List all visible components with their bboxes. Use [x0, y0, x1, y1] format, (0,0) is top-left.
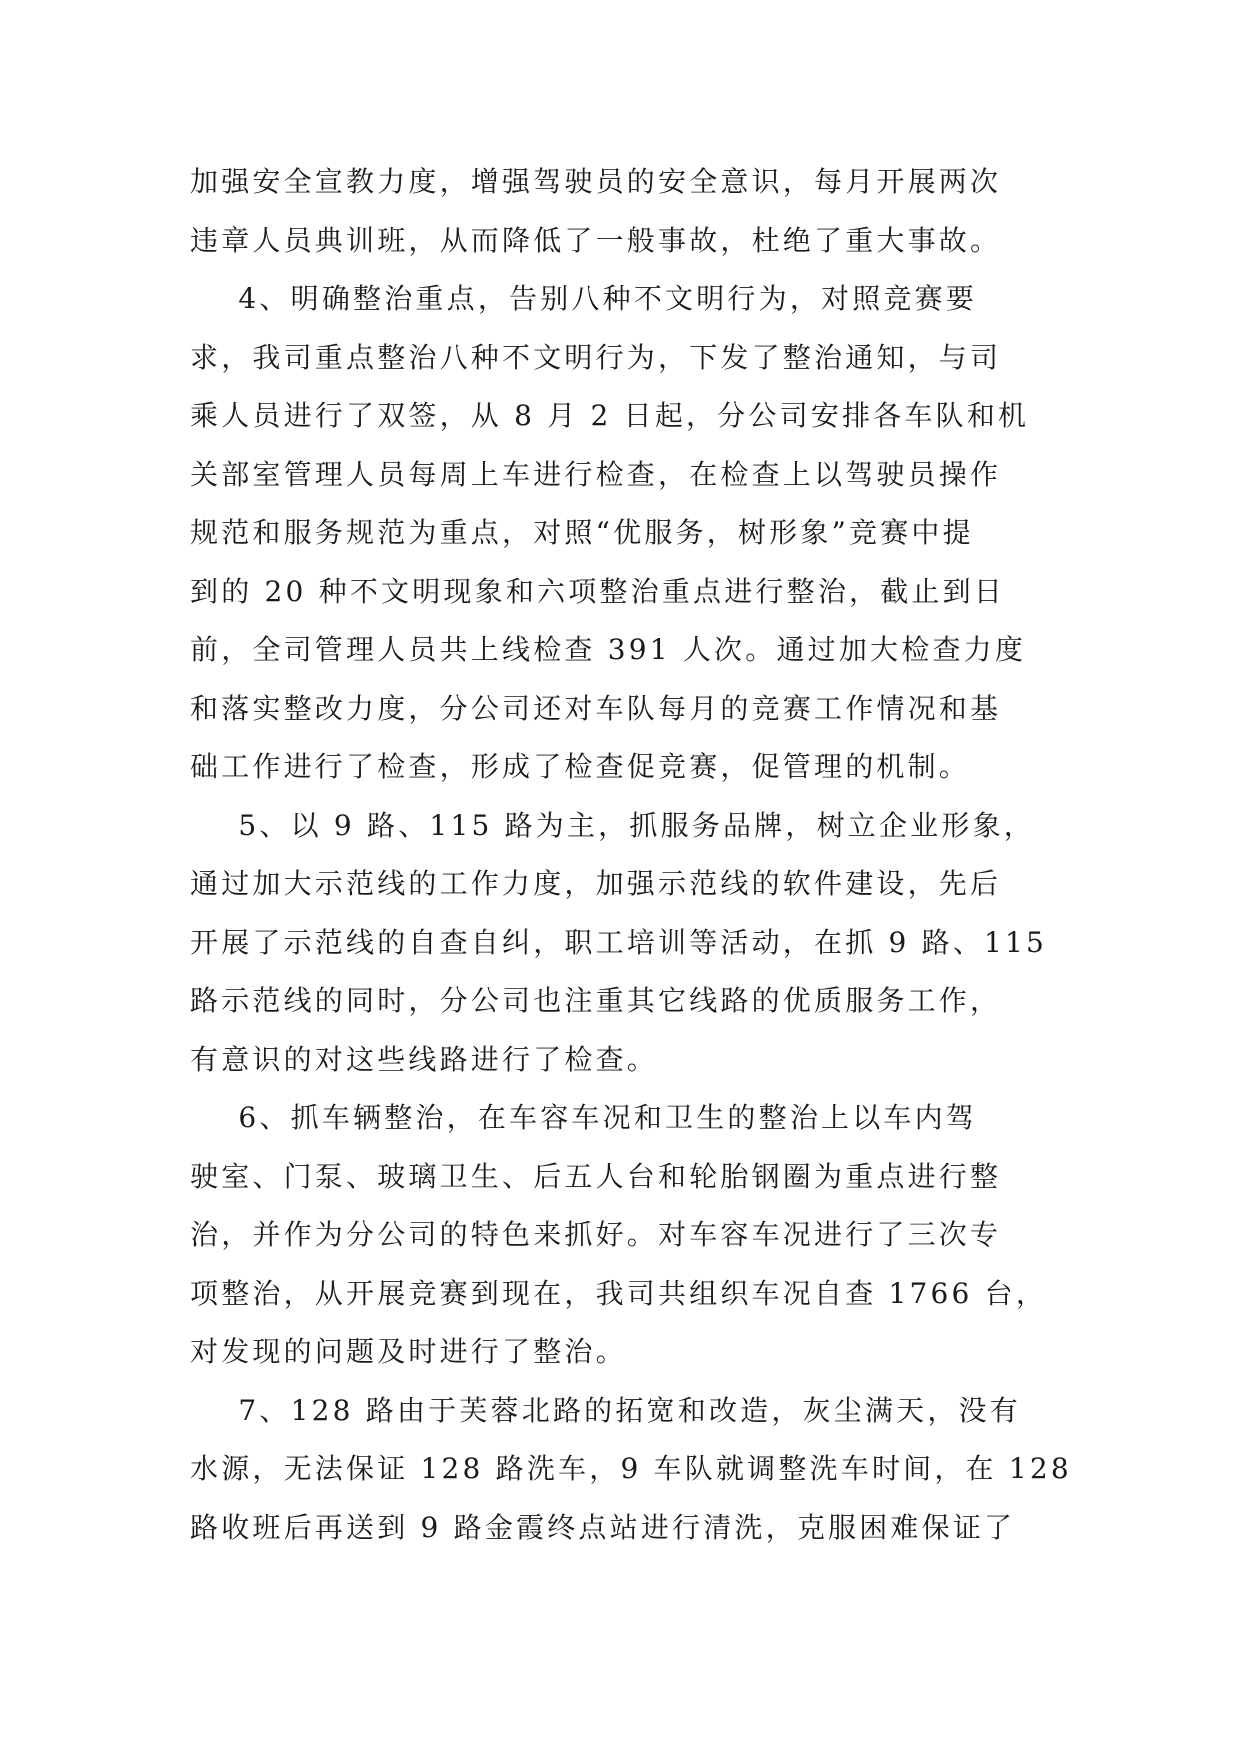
text-line: 7、128 路由于芙蓉北路的拓宽和改造，灰尘满天，没有: [190, 1393, 1021, 1427]
text-line: 驶室、门泵、玻璃卫生、后五人台和轮胎钢圈为重点进行整: [190, 1159, 1002, 1193]
text-line: 加强安全宣教力度，增强驾驶员的安全意识，每月开展两次: [190, 165, 1002, 198]
text-line: 6、抓车辆整治，在车容车况和卫生的整治上以车内驾: [190, 1101, 978, 1134]
text-line: 项整治，从开展竞赛到现在，我司共组织车况自查 1766 台，: [190, 1276, 1048, 1310]
document-body: [190, 153, 1072, 1557]
text-line: 4、明确整治重点，告别八种不文明行为，对照竞赛要: [190, 282, 978, 315]
text-line: 违章人员典训班，从而降低了一般事故，杜绝了重大事故。: [190, 223, 1002, 257]
text-line: 通过加大示范线的工作力度，加强示范线的软件建设，先后: [190, 867, 1002, 900]
text-line: 乘人员进行了双签，从 8 月 2 日起，分公司安排各车队和机: [190, 399, 1030, 432]
text-line: 和落实整改力度，分公司还对车队每月的竞赛工作情况和基: [190, 691, 1002, 725]
text-line: 水源，无法保证 128 路洗车，9 车队就调整洗车时间，在 128: [190, 1452, 1072, 1485]
text-line: 有意识的对这些线路进行了检查。: [190, 1042, 659, 1076]
text-line: 前，全司管理人员共上线检查 391 人次。通过加大检查力度: [190, 633, 1027, 666]
text-line: 路示范线的同时，分公司也注重其它线路的优质服务工作，: [190, 984, 1002, 1017]
text-line: 求，我司重点整治八种不文明行为，下发了整治通知，与司: [190, 340, 1002, 374]
text-line: 5、以 9 路、115 路为主，抓服务品牌，树立企业形象，: [190, 808, 1035, 842]
text-line: 对发现的问题及时进行了整治。: [190, 1335, 627, 1368]
text-line: 到的 20 种不文明现象和六项整治重点进行整治，截止到日: [190, 574, 1006, 608]
text-line: 路收班后再送到 9 路金霞终点站进行清洗，克服困难保证了: [190, 1510, 1016, 1544]
text-line: 关部室管理人员每周上车进行检查，在检查上以驾驶员操作: [190, 457, 1002, 491]
text-line: 治，并作为分公司的特色来抓好。对车容车况进行了三次专: [190, 1218, 1002, 1251]
text-line: 规范和服务规范为重点，对照“优服务，树形象”竞赛中提: [190, 516, 974, 549]
text-line: 础工作进行了检查，形成了检查促竞赛，促管理的机制。: [190, 750, 971, 783]
text-line: 开展了示范线的自查自纠，职工培训等活动，在抓 9 路、115: [190, 925, 1048, 959]
